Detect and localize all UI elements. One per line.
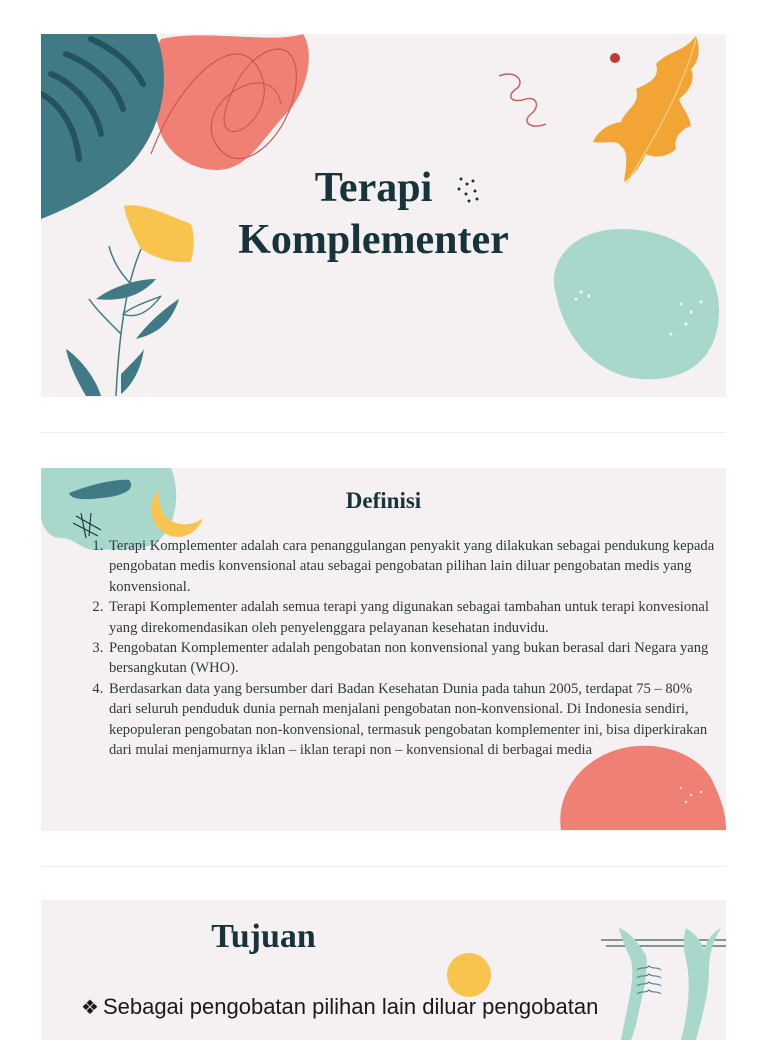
title-line-1: Terapi <box>314 165 433 211</box>
list-item: 4. Berdasarkan data yang bersumber dari Badan Kesehatan Dunia pada tahun 2005, terdapat 75 – 80% dari seluruh penduduk dunia pernah menjalani pengobatan non-konvensional. Di Indonesia sendiri, kepopuleran pengobatan non-konvensional, termasuk pengobatan komplementer ini, bisa diperkirakan dari mulai menjamurnya iklan – iklan terapi non – konvensional di berbagai media <box>107 679 717 761</box>
slide-tujuan <box>41 900 726 1040</box>
tujuan-heading: Tujuan <box>211 918 316 955</box>
teal-leaf <box>41 34 164 219</box>
slide-divider <box>41 866 726 867</box>
yellow-circle <box>447 953 491 997</box>
tujuan-item-text: Sebagai pengobatan pilihan lain diluar pengobatan <box>102 994 599 1019</box>
mint-fish-right <box>681 928 721 1040</box>
list-item: 1. Terapi Komplementer adalah cara penanggulangan penyakit yang dilakukan sebagai pendukung kepada pengobatan medis konvensional atau sebagai pengobatan pilihan lain diluar pengobatan medis yang konvensional. <box>107 536 717 597</box>
red-dot <box>610 53 620 63</box>
yellow-flower <box>124 205 194 262</box>
slide-divider <box>41 432 726 433</box>
diamond-bullet-icon: ❖ <box>81 997 99 1019</box>
list-item: 2. Terapi Komplementer adalah semua terapi yang digunakan sebagai tambahan untuk terapi konvesional yang direkomendasikan oleh penyelenggara pelayanan kesehatan induvidu. <box>107 597 717 638</box>
list-item: 3. Pengobatan Komplementer adalah pengobatan non konvensional yang bukan berasal dari Negara yang bersangkutan (WHO). <box>107 638 717 679</box>
definisi-heading: Definisi <box>345 488 422 513</box>
slide-title-heading <box>201 162 546 266</box>
stem-leaf <box>96 279 156 300</box>
orange-leaf <box>593 36 699 182</box>
title-line-2: Komplementer <box>238 217 509 263</box>
definition-list <box>83 536 717 760</box>
slide-title <box>41 34 726 397</box>
tujuan-item <box>81 994 598 1020</box>
slide-definisi <box>41 468 726 831</box>
curl <box>499 74 546 126</box>
mint-blob <box>554 229 719 379</box>
